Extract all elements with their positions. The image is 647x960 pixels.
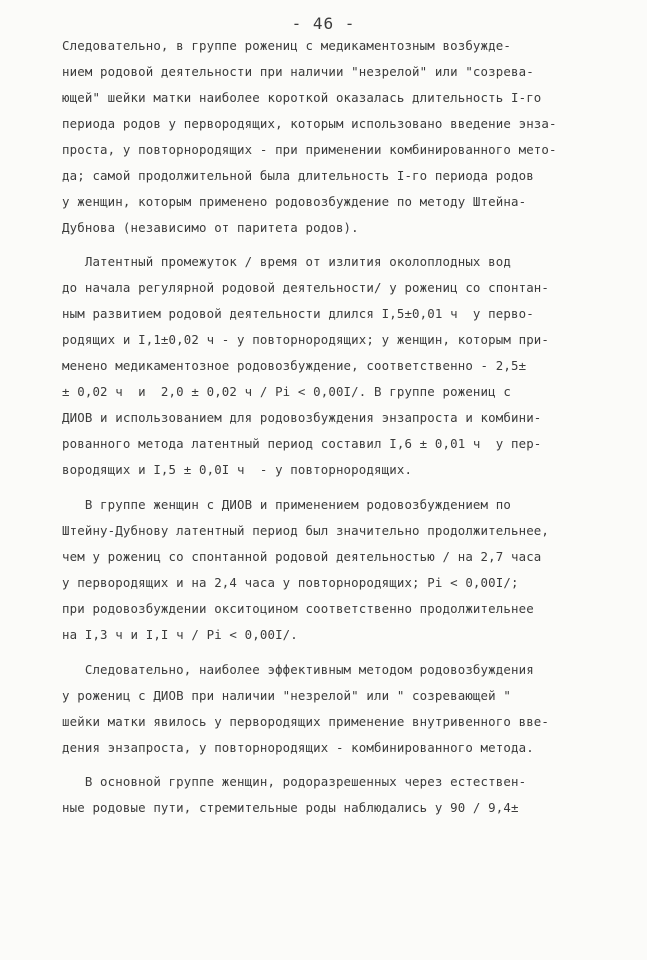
text-line: проста, у повторнородящих - при применении комбинированного мето- bbox=[62, 142, 557, 157]
text-line: Латентный промежуток / время от излития околоплодных вод bbox=[62, 254, 511, 269]
page-number: - 46 - bbox=[291, 14, 356, 33]
text-line: В группе женщин с ДИОВ и применением родовозбуждением по bbox=[62, 497, 511, 512]
text-line: шейки матки явилось у первородящих применение внутривенного вве- bbox=[62, 714, 550, 729]
text-line: Следовательно, в группе рожениц с медикаментозным возбужде- bbox=[62, 38, 511, 53]
text-line: Дубнова (независимо от паритета родов). bbox=[62, 220, 359, 235]
text-line: нием родовой деятельности при наличии "незрелой" или "созрева- bbox=[62, 64, 534, 79]
text-line: чем у рожениц со спонтанной родовой деятельностью / на 2,7 часа bbox=[62, 549, 542, 564]
text-line: до начала регулярной родовой деятельности/ у рожениц со спонтан- bbox=[62, 280, 550, 295]
text-line: ДИОВ и использованием для родовозбуждения энзапроста и комбини- bbox=[62, 410, 542, 425]
text-line: ющей" шейки матки наиболее короткой оказалась длительность I-го bbox=[62, 90, 542, 105]
text-line: у первородящих и на 2,4 часа у повторнородящих; Pi < 0,00I/; bbox=[62, 575, 519, 590]
text-line: В основной группе женщин, родоразрешенных через естествен- bbox=[62, 774, 527, 789]
text-line: на I,3 ч и I,I ч / Pi < 0,00I/. bbox=[62, 627, 298, 642]
text-line: при родовозбуждении окситоцином соответственно продолжительнее bbox=[62, 601, 534, 616]
text-line: Следовательно, наиболее эффективным методом родовозбуждения bbox=[62, 662, 534, 677]
text-line: Штейну-Дубнову латентный период был значительно продолжительнее, bbox=[62, 523, 550, 538]
text-line: менено медикаментозное родовозбуждение, соответственно - 2,5± bbox=[62, 358, 527, 373]
text-line: периода родов у первородящих, которым использовано введение энза- bbox=[62, 116, 557, 131]
text-line: дения энзапроста, у повторнородящих - комбинированного метода. bbox=[62, 740, 534, 755]
text-line: да; самой продолжительной была длительность I-го периода родов bbox=[62, 168, 534, 183]
text-line: у рожениц с ДИОВ при наличии "незрелой" или " созревающей " bbox=[62, 688, 511, 703]
text-line: вородящих и I,5 ± 0,0I ч - у повторнородящих. bbox=[62, 462, 413, 477]
text-line: ные родовые пути, стремительные роды наблюдались у 90 / 9,4± bbox=[62, 800, 519, 815]
text-line: ± 0,02 ч и 2,0 ± 0,02 ч / Pi < 0,00I/. В группе рожениц с bbox=[62, 384, 511, 399]
text-line: у женщин, которым применено родовозбуждение по методу Штейна- bbox=[62, 194, 527, 209]
text-line: ным развитием родовой деятельности длился I,5±0,01 ч у перво- bbox=[62, 306, 534, 321]
text-line: рованного метода латентный период составил I,6 ± 0,01 ч у пер- bbox=[62, 436, 542, 451]
text-line: родящих и I,1±0,02 ч - у повторнородящих; у женщин, которым при- bbox=[62, 332, 550, 347]
